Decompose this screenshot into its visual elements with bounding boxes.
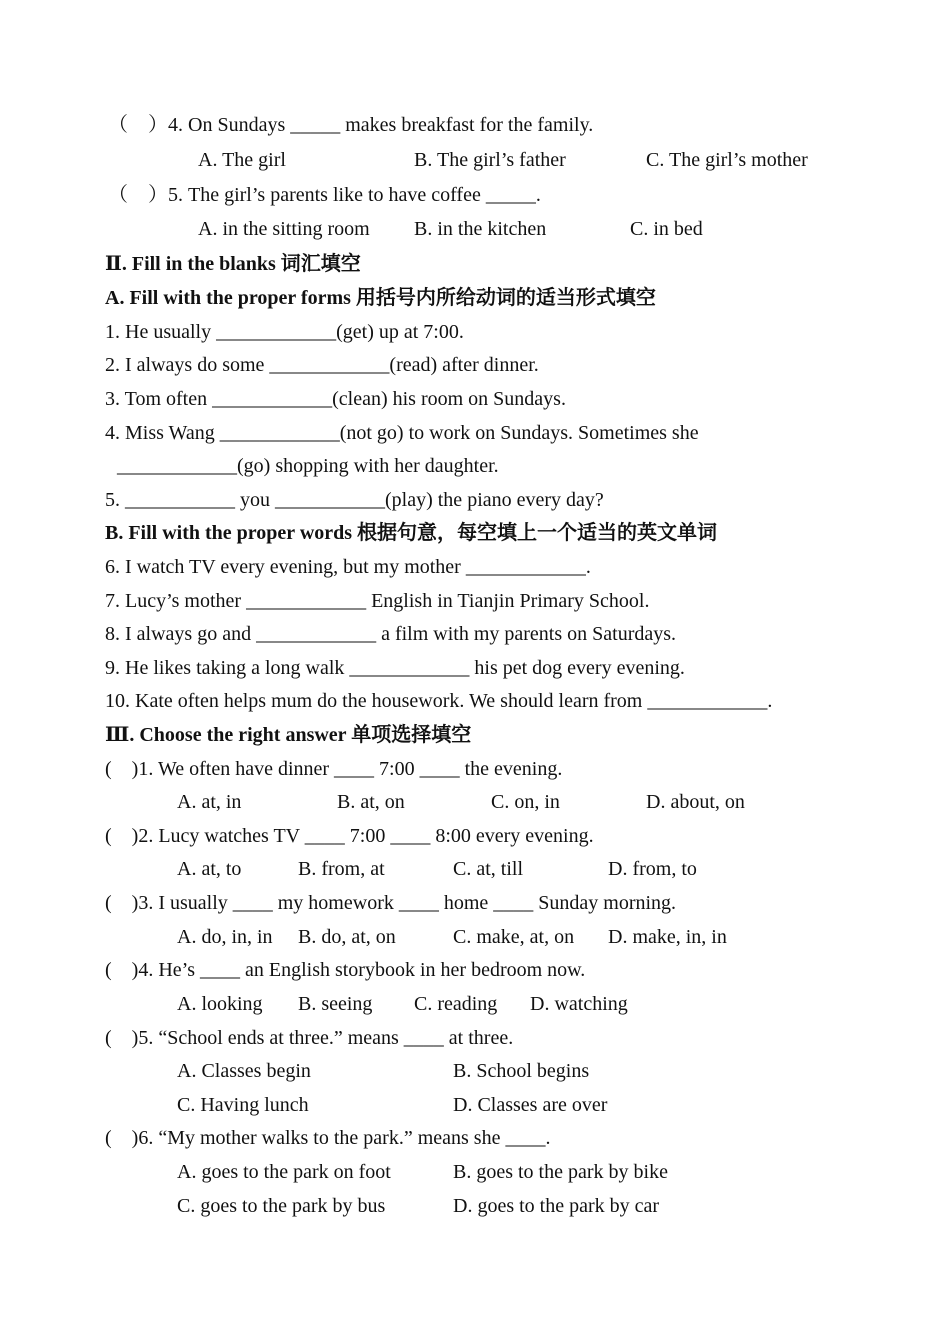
option-c: C. on, in <box>491 791 560 813</box>
option-d: D. goes to the park by car <box>453 1195 660 1217</box>
question-stem: ( )2. Lucy watches TV ____ 7:00 ____ 8:00 every evening. <box>105 825 594 847</box>
question-4 <box>0 108 594 142</box>
option-c: C. Having lunch <box>177 1094 309 1116</box>
question-stem: ( )5. “School ends at three.” means ____ at three. <box>105 1027 514 1049</box>
fill-item-4 <box>0 416 699 450</box>
option-b: B. seeing <box>298 993 373 1015</box>
option-b: B. The girl’s father <box>414 149 566 171</box>
choice-question-5-options-row-2 <box>0 1088 608 1122</box>
option-a: A. at, in <box>177 791 242 813</box>
fill-item-5 <box>0 483 604 517</box>
option-b: B. from, at <box>298 858 385 880</box>
fill-item-2 <box>0 348 539 382</box>
question-stem: ( )3. I usually ____ my homework ____ home ____ Sunday morning. <box>105 892 677 914</box>
choice-question-5-options-row-1 <box>0 1054 590 1088</box>
fill-item-text: 4. Miss Wang ____________(not go) to work on Sundays. Sometimes she <box>105 422 699 444</box>
question-5 <box>0 178 541 212</box>
section-3-title: Ⅲ. Choose the right answer 单项选择填空 <box>105 724 472 746</box>
fill-item-text: ____________(go) shopping with her daughter. <box>117 455 499 477</box>
part-b-heading <box>0 516 718 550</box>
option-b: B. goes to the park by bike <box>453 1161 668 1183</box>
fill-item-text: 9. He likes taking a long walk ____________ his pet dog every evening. <box>105 657 685 679</box>
option-c: C. at, till <box>453 858 523 880</box>
question-4-stem: （ ）4. On Sundays _____ makes breakfast for the family. <box>108 114 594 136</box>
fill-item-10 <box>0 684 773 718</box>
option-a: A. goes to the park on foot <box>177 1161 391 1183</box>
question-stem: ( )1. We often have dinner ____ 7:00 ____ the evening. <box>105 758 563 780</box>
option-a: A. in the sitting room <box>198 218 370 240</box>
option-a: A. The girl <box>198 149 286 171</box>
choice-question-6-options-row-2 <box>0 1189 660 1223</box>
fill-item-4-continued <box>0 449 499 483</box>
option-a: A. Classes begin <box>177 1060 311 1082</box>
choice-question-4-options <box>0 987 628 1021</box>
option-c: C. reading <box>414 993 498 1015</box>
option-c: C. goes to the park by bus <box>177 1195 386 1217</box>
choice-question-2-options <box>0 852 697 886</box>
option-d: D. about, on <box>646 791 745 813</box>
question-stem: ( )4. He’s ____ an English storybook in her bedroom now. <box>105 959 586 981</box>
option-b: B. School begins <box>453 1060 590 1082</box>
question-stem: ( )6. “My mother walks to the park.” means she ____. <box>105 1127 551 1149</box>
fill-item-7 <box>0 584 650 618</box>
choice-question-6-options-row-1 <box>0 1155 668 1189</box>
option-d: D. make, in, in <box>608 926 727 948</box>
option-d: D. Classes are over <box>453 1094 608 1116</box>
fill-item-text: 3. Tom often ____________(clean) his room on Sundays. <box>105 388 566 410</box>
fill-item-8 <box>0 617 677 651</box>
option-b: B. in the kitchen <box>414 218 547 240</box>
choice-question-2 <box>0 819 594 853</box>
choice-question-1-options <box>0 785 745 819</box>
option-a: A. at, to <box>177 858 242 880</box>
section-2-title: Ⅱ. Fill in the blanks 词汇填空 <box>105 253 361 275</box>
part-a-heading <box>0 281 656 315</box>
part-b-title: B. Fill with the proper words 根据句意，每空填上一个适当的英文单词 <box>105 522 718 544</box>
question-5-options <box>0 212 703 246</box>
fill-item-text: 5. ___________ you ___________(play) the piano every day? <box>105 489 604 511</box>
option-d: D. watching <box>530 993 628 1015</box>
fill-item-3 <box>0 382 566 416</box>
section-3-heading <box>0 718 472 752</box>
option-d: D. from, to <box>608 858 697 880</box>
fill-item-text: 7. Lucy’s mother ____________ English in Tianjin Primary School. <box>105 590 650 612</box>
choice-question-4 <box>0 953 586 987</box>
fill-item-text: 10. Kate often helps mum do the housework. We should learn from ____________. <box>105 690 773 712</box>
fill-item-text: 6. I watch TV every evening, but my mother ____________. <box>105 556 591 578</box>
fill-item-text: 1. He usually ____________(get) up at 7:00. <box>105 321 464 343</box>
choice-question-6 <box>0 1121 551 1155</box>
choice-question-1 <box>0 752 563 786</box>
fill-item-9 <box>0 651 685 685</box>
question-4-options <box>0 143 808 177</box>
option-b: B. at, on <box>337 791 405 813</box>
choice-question-5 <box>0 1021 514 1055</box>
option-a: A. looking <box>177 993 263 1015</box>
option-b: B. do, at, on <box>298 926 396 948</box>
fill-item-text: 2. I always do some ____________(read) after dinner. <box>105 354 539 376</box>
choice-question-3 <box>0 886 677 920</box>
fill-item-text: 8. I always go and ____________ a film with my parents on Saturdays. <box>105 623 677 645</box>
question-5-stem: （ ）5. The girl’s parents like to have coffee _____. <box>108 184 541 206</box>
fill-item-1 <box>0 315 464 349</box>
section-2-heading <box>0 247 361 281</box>
fill-item-6 <box>0 550 591 584</box>
option-c: C. in bed <box>630 218 703 240</box>
option-c: C. make, at, on <box>453 926 575 948</box>
part-a-title: A. Fill with the proper forms 用括号内所给动词的适当形式填空 <box>105 287 656 309</box>
choice-question-3-options <box>0 920 727 954</box>
option-a: A. do, in, in <box>177 926 273 948</box>
option-c: C. The girl’s mother <box>646 149 808 171</box>
